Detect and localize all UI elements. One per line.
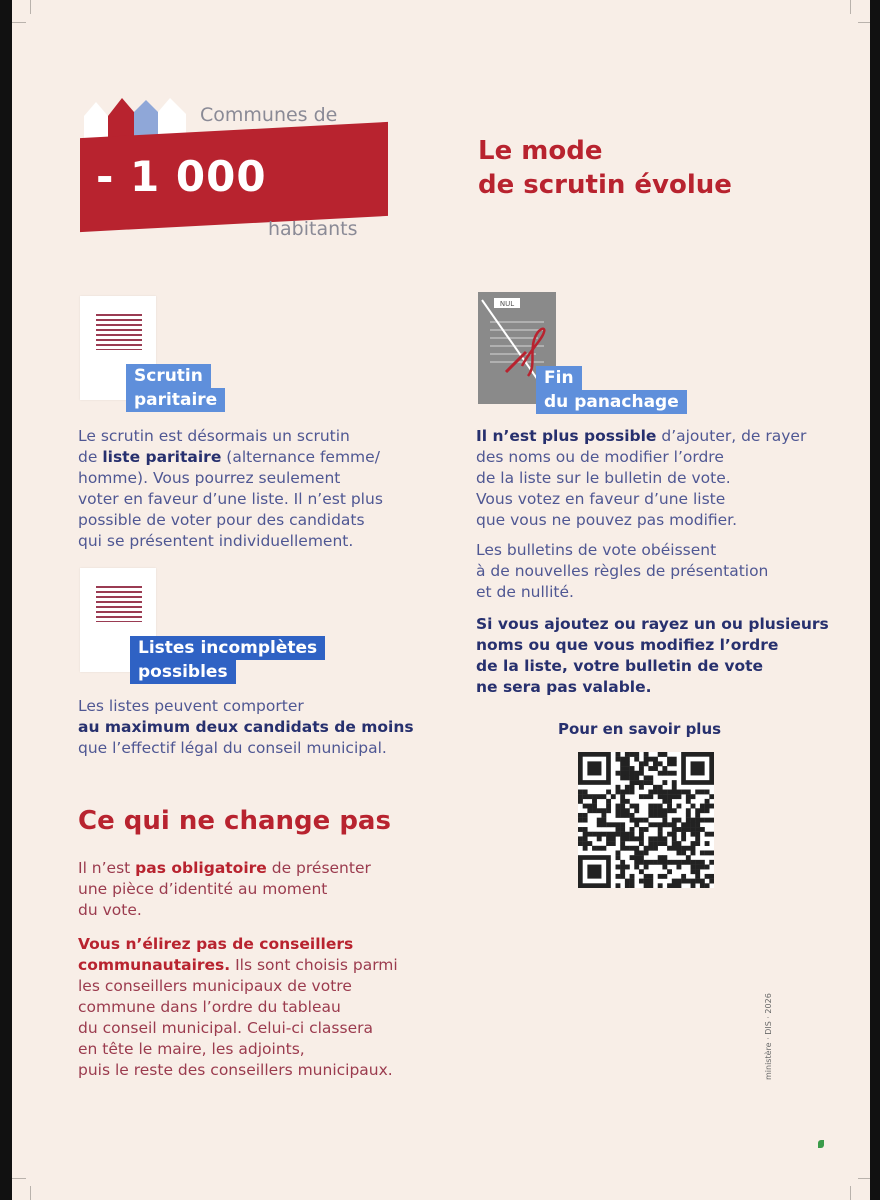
page-title [478,134,732,202]
crop-mark [850,1186,851,1200]
unchanged-text-2: Vous n’élirez pas de conseillers communautaires. Ils sont choisis parmi les conseillers municipaux de votre commune dans l’ordre du tableau du conseil municipal. Celui-ci classera en tête le maire, les adjoints, puis le reste des conseillers municipaux. [78,935,398,1079]
crop-mark [30,1186,31,1200]
communes-de-label: Communes de [200,104,338,126]
crop-mark [30,0,31,14]
page-title-line2: de scrutin évolue [478,170,732,200]
fin-panachage-title-line1: Fin [536,366,582,390]
page-title-line1: Le mode [478,136,603,166]
unchanged-heading: Ce qui ne change pas [78,806,391,836]
habitants-label: habitants [268,218,358,240]
population-number: - 1 000 [96,152,267,201]
null-ballot-label: NUL [499,300,515,308]
fin-panachage-text-2: Les bulletins de vote obéissent à de nouvelles règles de présentation et de nullité. [476,541,769,601]
listes-incompletes-text: Les listes peuvent comporter au maximum deux candidats de moins que l’effectif légal du conseil municipal. [78,697,414,757]
fin-panachage-warning: Si vous ajoutez ou rayez un ou plusieurs noms ou que vous modifiez l’ordre de la liste, votre bulletin de vote ne sera pas valable. [476,615,829,696]
scrutin-paritaire-text: Le scrutin est désormais un scrutin de liste paritaire (alternance femme/ homme). Vous pourrez seulement voter en faveur d’une liste. Il n’est plus possible de voter pour des candidats qui se présentent individuellement. [78,427,383,550]
unchanged-text-1: Il n’est pas obligatoire de présenter une pièce d’identité au moment du vote. [78,859,371,919]
listes-incompletes-title-line1: Listes incomplètes [130,636,325,660]
vertical-credit: ministère · DIS · 2026 [764,993,773,1080]
crop-mark [12,22,26,23]
scrutin-paritaire-title-line1: Scrutin [126,364,211,388]
crop-mark [850,0,851,14]
listes-incompletes-title-line2: possibles [130,660,236,684]
fin-panachage-text-1: Il n’est plus possible d’ajouter, de rayer des noms ou de modifier l’ordre de la liste sur le bulletin de vote. Vous votez en faveur d’une liste que vous ne pouvez pas modifier. [476,427,807,529]
crop-mark [858,1178,870,1179]
scrutin-paritaire-title-line2: paritaire [126,388,225,412]
crop-mark [12,1178,26,1179]
more-info-label: Pour en savoir plus [558,720,722,738]
fin-panachage-title-line2: du panachage [536,390,687,414]
leaf-icon [818,1140,824,1148]
crop-mark [858,22,870,23]
qr-code[interactable] [578,752,714,888]
leaflet-page [12,0,870,1200]
